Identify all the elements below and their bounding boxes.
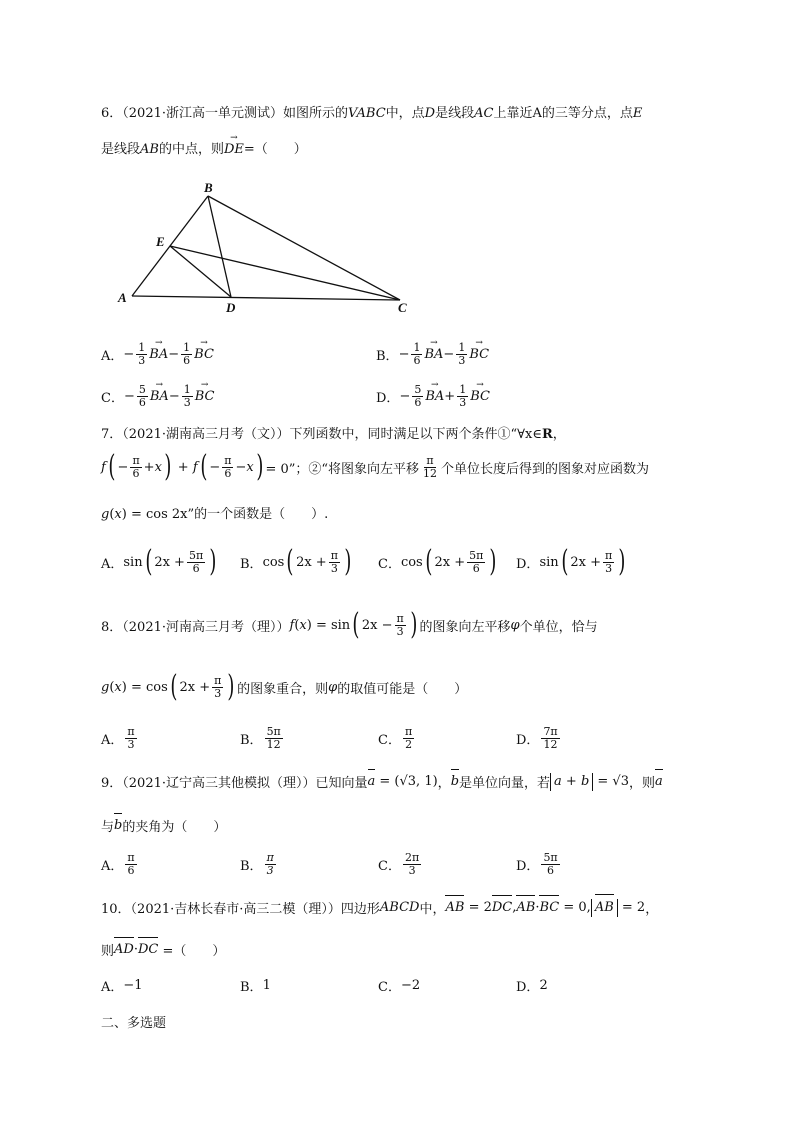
- option-label: B．: [240, 859, 263, 874]
- num: π: [605, 548, 613, 562]
- num: 1: [459, 383, 467, 396]
- q6-line1: [101, 102, 642, 121]
- option-label: C．: [378, 556, 401, 572]
- q6-segment-ac: AC: [474, 106, 494, 121]
- option-label: B．: [240, 980, 263, 995]
- inner: 2x +: [434, 554, 466, 570]
- option-value: −2: [400, 978, 421, 993]
- q9-text4: 与: [101, 820, 115, 835]
- vector-ab: AB: [594, 899, 614, 915]
- vector-b: b: [450, 774, 460, 789]
- vector-dc: DC: [491, 900, 513, 915]
- end: ，: [645, 902, 659, 917]
- fraction: [603, 550, 614, 575]
- eq2: = 0,: [563, 900, 591, 915]
- option-label: B．: [376, 349, 399, 364]
- option-label: C．: [378, 733, 401, 748]
- paren: ): [227, 669, 235, 704]
- q7-text3: 个单位长度后得到的图象对应函数为: [441, 461, 650, 477]
- den: 3: [138, 354, 146, 367]
- q10-line1: [101, 898, 658, 917]
- eq3: = 2: [621, 900, 646, 915]
- edge-ac: [132, 296, 400, 300]
- q6-point-d: D: [424, 106, 436, 121]
- abs-ab: [591, 899, 618, 917]
- op: +: [444, 389, 456, 404]
- inner: 2x −: [361, 617, 393, 633]
- paren: (: [170, 669, 178, 704]
- fraction: [136, 342, 147, 367]
- fraction: [467, 550, 485, 575]
- den: 6: [414, 396, 422, 409]
- q7-line3: g(x) = cos 2x”的一个函数是（ ）.: [101, 507, 329, 522]
- vector-dc: DC: [137, 942, 159, 957]
- q7-text1-end: ，: [552, 427, 566, 442]
- paren: ): [344, 544, 352, 579]
- abs-a-plus-b: a + b: [550, 773, 593, 791]
- paren: (: [286, 544, 294, 579]
- vector-ab: AB: [445, 900, 465, 915]
- num: π: [214, 673, 222, 687]
- q8-text3: 的图象重合，则: [237, 681, 329, 697]
- paren: (: [352, 607, 360, 642]
- option-label: A．: [101, 859, 124, 874]
- q6-source: 6．（2021·浙江高一单元测试）: [101, 106, 283, 121]
- fraction: [212, 675, 223, 700]
- num: π: [330, 548, 338, 562]
- q8-option-c[interactable]: [378, 726, 416, 751]
- q7-option-c[interactable]: [378, 544, 499, 579]
- fraction: [457, 384, 468, 409]
- option-value: −1: [123, 978, 143, 993]
- fraction: [329, 550, 340, 575]
- eq2: = √3: [597, 774, 629, 789]
- vector-ad: AD: [114, 942, 134, 957]
- x: x: [299, 617, 307, 633]
- vector-a: a: [367, 774, 376, 789]
- fraction: [541, 726, 559, 751]
- q6-segment-ab: AB: [140, 142, 159, 157]
- x: x: [154, 459, 162, 475]
- q6-line2: [101, 138, 307, 157]
- edge-ec: [170, 246, 400, 300]
- phi: φ: [510, 617, 520, 633]
- option-value: 2: [539, 978, 548, 993]
- den: 3: [605, 561, 613, 575]
- q8-option-b[interactable]: [240, 726, 285, 751]
- fraction: [395, 613, 406, 638]
- q6-line2a: 是线段: [101, 142, 141, 157]
- cos2x: = cos 2x: [130, 507, 188, 522]
- option-label: D．: [516, 859, 540, 874]
- comma: ,: [512, 900, 517, 915]
- num: 1: [183, 383, 191, 396]
- q6-option-b[interactable]: [376, 342, 489, 367]
- num: 5π: [469, 548, 484, 562]
- q10-option-c[interactable]: [378, 976, 420, 995]
- fraction: [456, 342, 467, 367]
- q7-option-a[interactable]: [101, 544, 219, 579]
- vector-ab: AB: [516, 900, 536, 915]
- vector: → BA: [150, 389, 169, 404]
- q9-text5: 的夹角为（ ）: [122, 820, 227, 835]
- x: x: [114, 507, 122, 522]
- fraction: [187, 550, 205, 575]
- comma: ，: [437, 776, 451, 791]
- num: 5π: [266, 725, 281, 738]
- fraction: [222, 455, 233, 480]
- num: π: [127, 851, 135, 864]
- q6-option-c[interactable]: [101, 384, 214, 409]
- q7-reals: R: [541, 427, 553, 442]
- q6-triangle: VABC: [348, 106, 386, 121]
- fraction: [125, 726, 136, 751]
- paren: ): [410, 607, 418, 642]
- fn: cos: [400, 554, 423, 570]
- num: 2π: [404, 851, 420, 864]
- num: π: [127, 725, 135, 738]
- label-b: B: [204, 180, 213, 195]
- q8-line2: g ( x ) = cos ( 2x + $\frac{\pi}{3}$ ) 的图象重合，则 φ 的取值可能是（ ）: [101, 669, 468, 704]
- option-label: A．: [101, 556, 124, 572]
- vector: → BC: [194, 347, 214, 362]
- num: 5: [138, 383, 146, 396]
- phi: φ: [328, 679, 338, 695]
- q6-line2c: =（ ）: [243, 142, 307, 157]
- vector: → BA: [149, 347, 168, 362]
- num: π: [224, 453, 232, 467]
- inner: 2x +: [296, 554, 327, 570]
- q8-option-d[interactable]: [516, 726, 562, 751]
- q7-option-d[interactable]: [516, 544, 628, 579]
- q6-text4: 上靠近A的三等分点，点: [493, 106, 633, 121]
- fraction: [130, 455, 141, 480]
- sign: −: [123, 347, 135, 362]
- eq: = cos: [130, 679, 168, 695]
- q8-text1: 的图象向左平移: [419, 619, 511, 635]
- fraction: [125, 852, 136, 877]
- section-heading: 二、多选题: [101, 1016, 167, 1031]
- den: 3: [459, 396, 467, 409]
- edge-bd: [208, 196, 231, 297]
- fraction: [541, 852, 559, 877]
- q8-line1: 8．（2021·河南高三月考（理）） f ( x ) = sin ( 2x − $\frac{\pi}{3}$ ) 的图象向左平移 φ 个单位，恰与: [101, 607, 598, 642]
- vector: → BC: [470, 389, 490, 404]
- x: x: [246, 459, 254, 475]
- fraction: [403, 852, 421, 877]
- fraction: [403, 726, 414, 751]
- fraction: [265, 852, 276, 877]
- q10-source: 10．（2021·吉林长春市·高三二模（理））四边形: [101, 902, 380, 917]
- paren: (: [144, 544, 152, 579]
- den: 3: [266, 864, 274, 877]
- label-d: D: [226, 300, 236, 315]
- eq1: = 2: [468, 900, 492, 915]
- dot: ·: [535, 900, 540, 915]
- q9-source: 9．（2021·辽宁高三其他模拟（理））已知向量: [101, 776, 368, 791]
- q10-text3: =（ ）: [162, 944, 226, 959]
- inner: 2x +: [154, 554, 185, 570]
- paren: ): [618, 544, 626, 579]
- num: 1: [138, 341, 146, 354]
- label-c: C: [398, 300, 407, 315]
- num: 5: [414, 383, 422, 396]
- q8-option-a[interactable]: [101, 726, 139, 751]
- num: π: [404, 725, 413, 738]
- sign: −: [398, 347, 410, 362]
- q6-text1: 如图所示的: [283, 106, 349, 121]
- f: f: [192, 459, 198, 475]
- num: π: [426, 453, 434, 467]
- den: 12: [266, 738, 281, 751]
- den: 3: [396, 624, 404, 638]
- vector: → BA: [425, 389, 444, 404]
- q6-triangle-diagram: [110, 178, 420, 318]
- den: 12: [423, 466, 438, 480]
- fraction: [421, 455, 439, 480]
- q10-option-a[interactable]: [101, 976, 143, 995]
- q9-line1: [101, 772, 663, 791]
- vector: → BC: [469, 347, 489, 362]
- op: −: [168, 347, 180, 362]
- f: f: [101, 459, 106, 475]
- q7-option-b[interactable]: [240, 544, 354, 579]
- dot: ·: [133, 942, 138, 957]
- fn: sin: [539, 554, 559, 570]
- q7-line2: f ( − $\frac{\pi}{6}$ + x ) + f ( − $\frac{\pi}{6}$ − x ) = 0”；②“将图象向左平移 $\frac{\pi}{12}$ 个单位长度后得到的图象对应函数为: [101, 449, 650, 484]
- fn: sin: [123, 554, 143, 570]
- paren: (: [199, 449, 207, 484]
- q9-text2: 是单位向量，若: [459, 776, 551, 791]
- option-label: A．: [101, 349, 124, 364]
- q6-line2b: 的中点，则: [158, 142, 224, 157]
- den: 6: [413, 354, 421, 367]
- x: x: [114, 679, 122, 695]
- num: π: [266, 851, 274, 864]
- q6-text3: 是线段: [435, 106, 475, 121]
- vector-b: b: [114, 818, 123, 833]
- option-value: 1: [262, 978, 271, 993]
- eq: = sin: [315, 617, 351, 633]
- den: 3: [330, 561, 338, 575]
- op: −: [443, 347, 455, 362]
- edge-bc: [208, 196, 400, 300]
- label-e: E: [156, 234, 165, 249]
- num: 7π: [543, 725, 558, 738]
- q9-text3: ，则: [629, 776, 656, 791]
- fraction: [265, 726, 283, 751]
- den: 6: [472, 561, 480, 575]
- q10-option-d[interactable]: [516, 976, 548, 995]
- g: g: [101, 507, 110, 522]
- q8-text2: 个单位，恰与: [519, 619, 598, 635]
- q9-option-c[interactable]: [378, 852, 423, 877]
- q6-option-d[interactable]: [376, 384, 490, 409]
- vector-bc: BC: [539, 900, 560, 915]
- paren: ): [164, 449, 172, 484]
- den: 6: [138, 396, 146, 409]
- option-label: C．: [101, 391, 124, 406]
- den: 6: [183, 354, 191, 367]
- inner: 2x +: [179, 679, 211, 695]
- num: 1: [413, 341, 421, 354]
- option-label: D．: [516, 980, 540, 995]
- q6-text2: 中，点: [385, 106, 425, 121]
- inner: 2x +: [570, 554, 601, 570]
- q7-text2: = 0”；②“将图象向左平移: [265, 461, 420, 477]
- q7-text4: ”的一个函数是（ ）.: [187, 507, 329, 522]
- option-label: A．: [101, 980, 124, 995]
- den: 3: [408, 864, 416, 877]
- num: 1: [183, 341, 191, 354]
- paren: (: [425, 544, 433, 579]
- vector-a: a: [655, 774, 663, 789]
- den: 3: [183, 396, 191, 409]
- q6-point-e: E: [632, 106, 643, 121]
- option-label: C．: [378, 980, 401, 995]
- den: 6: [547, 864, 555, 877]
- q9-option-d[interactable]: [516, 852, 562, 877]
- num: 5π: [543, 851, 558, 864]
- q7-line1: [101, 423, 566, 442]
- q9-line2: [101, 816, 226, 835]
- paren: (: [108, 449, 116, 484]
- den: 6: [132, 466, 140, 480]
- num: π: [132, 453, 140, 467]
- q6-vector-de: → DE: [224, 142, 244, 157]
- den: 6: [127, 864, 135, 877]
- sign: −: [399, 389, 411, 404]
- den: 3: [214, 686, 222, 700]
- num: 5π: [188, 548, 204, 562]
- fraction: [411, 342, 422, 367]
- f: f: [289, 617, 295, 633]
- option-label: B．: [240, 733, 263, 748]
- den: 3: [458, 354, 466, 367]
- quad-abcd: ABCD: [379, 900, 420, 915]
- option-label: D．: [376, 391, 400, 406]
- label-a: A: [118, 290, 127, 305]
- paren: ): [209, 544, 217, 579]
- q10-mid: 中，: [419, 902, 446, 917]
- fraction: [137, 384, 148, 409]
- vector: → BA: [424, 347, 443, 362]
- option-label: C．: [378, 859, 401, 874]
- fraction: [181, 342, 192, 367]
- q7-text1: 7．（2021·湖南高三月考（文））下列函数中，同时满足以下两个条件①“∀x∈: [101, 427, 542, 442]
- num: π: [396, 611, 404, 625]
- fn: cos: [262, 554, 285, 570]
- paren: (: [560, 544, 569, 579]
- op: −: [168, 389, 180, 404]
- q8-text4: 的取值可能是（ ）: [337, 681, 468, 697]
- q10-text2: 则: [101, 944, 115, 959]
- q9-option-a[interactable]: [101, 852, 139, 877]
- den: 3: [127, 738, 135, 751]
- g: g: [101, 679, 110, 695]
- vector: → BC: [195, 389, 215, 404]
- den: 6: [192, 561, 200, 575]
- q8-source: 8．（2021·河南高三月考（理））: [101, 619, 290, 635]
- eq: = (√3, 1): [379, 774, 438, 789]
- option-label: D．: [516, 556, 540, 572]
- sign: −: [123, 389, 135, 404]
- option-label: A．: [101, 733, 124, 748]
- option-label: B．: [240, 556, 263, 572]
- q10-line2: [101, 940, 225, 959]
- paren: ): [489, 544, 497, 579]
- paren: ): [256, 449, 264, 484]
- q9-option-b[interactable]: [240, 852, 278, 877]
- fraction: [412, 384, 423, 409]
- option-label: D．: [516, 733, 540, 748]
- q10-option-b[interactable]: [240, 976, 271, 995]
- den: 12: [543, 738, 558, 751]
- num: 1: [458, 341, 466, 354]
- den: 6: [224, 466, 232, 480]
- fraction: [182, 384, 193, 409]
- den: 2: [405, 738, 413, 751]
- q6-option-a[interactable]: [101, 342, 214, 367]
